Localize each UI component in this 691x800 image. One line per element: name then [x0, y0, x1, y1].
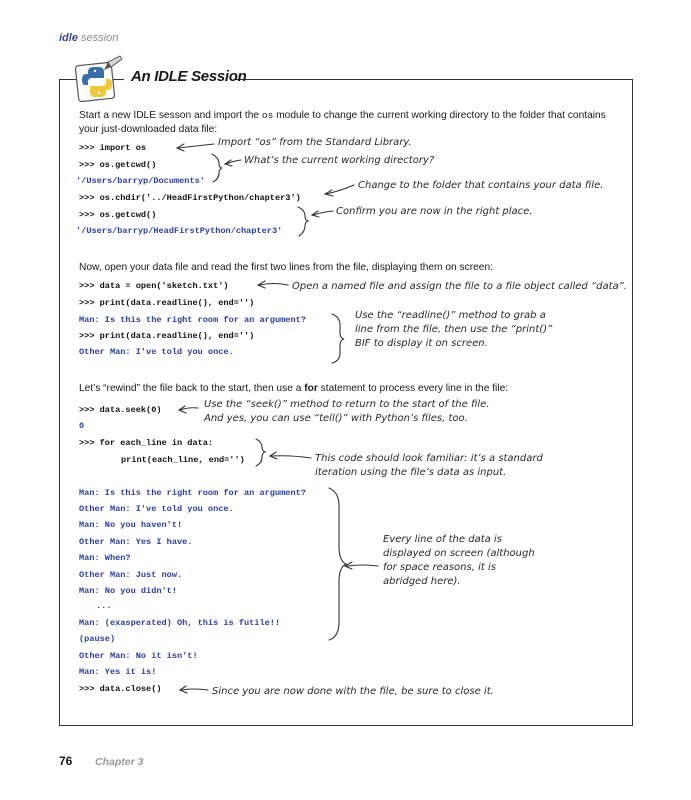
brace-for [256, 439, 265, 466]
note-every-line: Every line of the data is displayed on screen (although for space reasons, it is abridged here). [383, 534, 535, 587]
note-open-file: Open a named file and assign the file to a file object called “data”. [292, 281, 628, 292]
arrow-open [259, 284, 288, 286]
output-line: Man: (exasperated) Oh, this is futile!! [79, 618, 281, 628]
output-line: Man: No you didn't! [79, 586, 177, 596]
note-seek: Use the “seek()” method to return to the start of the file. And yes, you can use “tell()” with Python’s files, too. [204, 399, 490, 424]
brace-output [329, 488, 346, 640]
note-iteration: This code should look familiar: it’s a standard iteration using the file’s data as input. [315, 453, 543, 478]
note-import-os: Import “os” from the Standard Library. [218, 137, 412, 148]
note-change-folder: Change to the folder that contains your data file. [358, 180, 604, 191]
code-line: print(each_line, end='') [121, 455, 245, 465]
code-line: >>> os.chdir('../HeadFirstPython/chapter3') [79, 193, 301, 203]
output-line: (pause) [79, 634, 116, 644]
code-line: >>> print(data.readline(), end='') [79, 331, 255, 341]
output-line: Man: No you haven't! [79, 520, 183, 530]
code-line: >>> for each_line in data: [79, 438, 214, 448]
output-line: '/Users/barryp/HeadFirstPython/chapter3' [76, 226, 283, 236]
paragraph-intro-text: Start a new IDLE sesson and import the [79, 110, 260, 121]
header-session: session [81, 32, 119, 44]
output-line: Other Man: I've told you once. [79, 504, 234, 514]
arrow-close [181, 689, 208, 690]
paragraph-rewind-for: for [304, 383, 318, 394]
output-line: Other Man: Just now. [79, 570, 183, 580]
output-line: Man: Is this the right room for an argument? [79, 488, 306, 498]
header-idle: idle [59, 32, 78, 44]
note-close-file: Since you are now done with the file, be sure to close it. [212, 686, 494, 697]
output-line: Man: Yes it is! [79, 667, 157, 677]
chapter-label: Chapter 3 [95, 756, 144, 768]
page-number: 76 [59, 754, 73, 768]
output-line: Man: When? [79, 553, 131, 563]
output-line: 0 [79, 421, 85, 431]
code-line: >>> import os [79, 143, 147, 153]
paragraph-rewind-a: Let’s “rewind” the file back to the start, then use a [79, 383, 302, 394]
inline-code-os: os [261, 110, 274, 121]
paragraph-rewind-b: statement to process every line in the file: [320, 383, 509, 394]
output-line: Other Man: I've told you once. [79, 347, 234, 357]
box-title: An IDLE Session [131, 68, 247, 85]
code-line: >>> data.seek(0) [79, 405, 162, 415]
arrow-confirm [313, 211, 333, 215]
note-readline: Use the “readline()” method to grab a line from the file, then use the “print()” BIF to display it on screen. [355, 310, 553, 349]
arrow-every-line [347, 565, 378, 566]
output-line: Other Man: Yes I have. [79, 537, 193, 547]
output-ellipsis: ... [96, 601, 112, 611]
note-current-directory: What’s the current working directory? [244, 155, 435, 166]
output-line: Other Man: No it isn't! [79, 651, 198, 661]
note-confirm-place: Confirm you are now in the right place. [336, 206, 533, 217]
code-line: >>> os.getcwd() [79, 210, 157, 220]
arrow-chdir [326, 185, 354, 194]
output-line: '/Users/barryp/Documents' [76, 176, 205, 186]
paragraph-open-file: Now, open your data file and read the first two lines from the file, displaying them on screen: [79, 262, 493, 273]
arrow-iteration [271, 456, 311, 458]
output-line: Man: Is this the right room for an argument? [79, 315, 306, 325]
code-line: >>> os.getcwd() [79, 160, 157, 170]
code-line: >>> data.close() [79, 684, 162, 694]
brace-getcwd [212, 154, 222, 182]
brace-confirm [298, 207, 308, 236]
brace-readline [332, 314, 344, 363]
paragraph-intro-rest: module to change the current working directory to the folder that contains your just-downloaded data file: [79, 110, 606, 135]
code-line: >>> data = open('sketch.txt') [79, 281, 229, 291]
code-line: >>> print(data.readline(), end='') [79, 298, 255, 308]
